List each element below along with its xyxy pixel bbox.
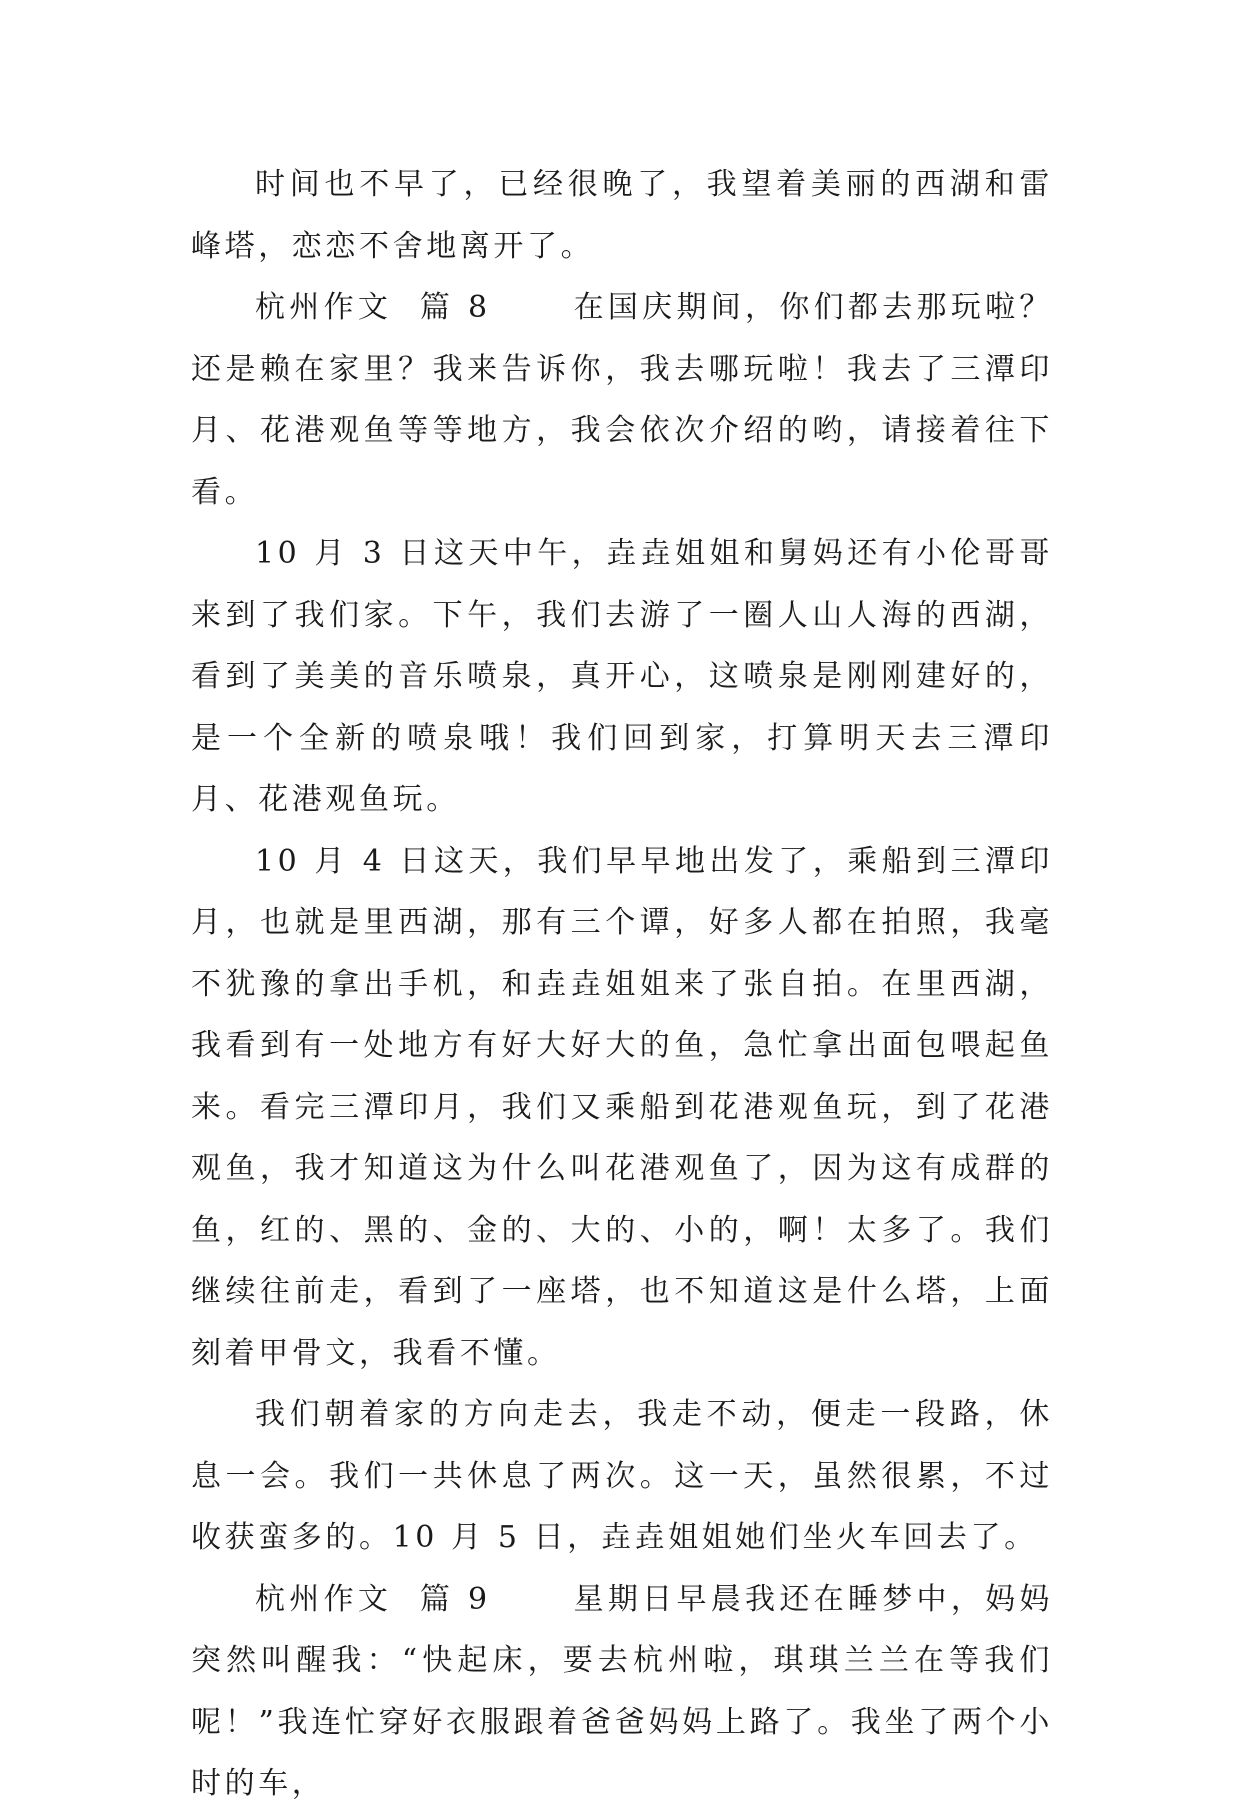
- essay-text: [191, 154, 1053, 1815]
- paragraph: 我们朝着家的方向走去，我走不动，便走一段路，休息一会。我们一共休息了两次。这一天，虽然很累，不过收获蛮多的。10 月 5 日，垚垚姐姐她们坐火车回去了。: [191, 1397, 1053, 1555]
- paragraph: 杭州作文 篇 9 星期日早晨我还在睡梦中，妈妈突然叫醒我：“快起床，要去杭州啦，琪琪兰兰在等我们呢！”我连忙穿好衣服跟着爸爸妈妈上路了。我坐了两个小时的车，: [191, 1581, 1053, 1801]
- paragraph: 时间也不早了，已经很晚了，我望着美丽的西湖和雷峰塔，恋恋不舍地离开了。: [191, 167, 1053, 264]
- paragraph: 10 月 4 日这天，我们早早地出发了，乘船到三潭印月，也就是里西湖，那有三个谭，好多人都在拍照，我毫不犹豫的拿出手机，和垚垚姐姐来了张自拍。在里西湖，我看到有一处地方有好大好大的鱼，急忙拿出面包喂起鱼来。看完三潭印月，我们又乘船到花港观鱼玩，到了花港观鱼，我才知道这为什么叫花港观鱼了，因为这有成群的鱼，红的、黑的、金的、大的、小的，啊！太多了。我们继续往前走，看到了一座塔，也不知道这是什么塔，上面刻着甲骨文，我看不懂。: [191, 843, 1053, 1371]
- paragraph: 10 月 3 日这天中午，垚垚姐姐和舅妈还有小伦哥哥来到了我们家。下午，我们去游了一圈人山人海的西湖，看到了美美的音乐喷泉，真开心，这喷泉是刚刚建好的，是一个全新的喷泉哦！我们回到家，打算明天去三潭印月、花港观鱼玩。: [191, 536, 1053, 817]
- paragraph: 杭州作文 篇 8 在国庆期间，你们都去那玩啦？还是赖在家里？我来告诉你，我去哪玩啦！我去了三潭印月、花港观鱼等等地方，我会依次介绍的哟，请接着往下看。: [191, 290, 1053, 510]
